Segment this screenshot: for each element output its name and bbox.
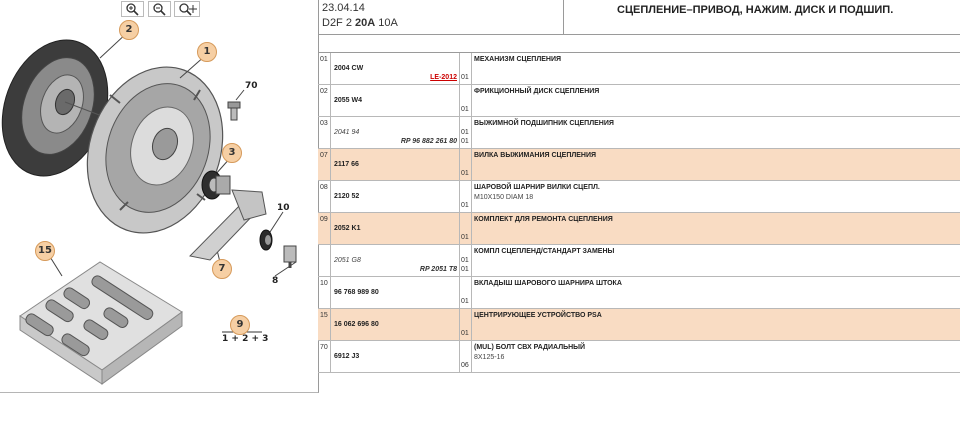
qty-cell [460, 85, 472, 116]
part-number[interactable]: 2055 W4 [334, 97, 363, 104]
callout-1[interactable]: 1 [197, 42, 217, 62]
qty-value: 01 [461, 202, 469, 209]
part-spec-note: 8X125-16 [474, 354, 505, 361]
part-number[interactable]: 2051 G8 [334, 257, 361, 264]
part-number[interactable]: 2041 94 [334, 129, 360, 136]
part-number[interactable]: 2120 52 [334, 193, 360, 200]
ref-cell [318, 117, 331, 148]
part-number-cell [331, 213, 460, 244]
ref-number: 15 [320, 312, 328, 319]
ref-number: 01 [320, 56, 328, 63]
part-spec-note: M10X150 DIAM 18 [474, 194, 534, 201]
qty-value: 01 [461, 74, 469, 81]
header-title-cell [564, 0, 960, 35]
qty-value: 01 [461, 170, 469, 177]
qty-value: 01 [461, 129, 469, 136]
part-description: КОМПЛ СЦЕПЛЕНД/СТАНДАРТ ЗАМЕНЫ [474, 248, 615, 255]
part-number-cell [331, 341, 460, 372]
ref-cell [318, 277, 331, 308]
zoom-in-button[interactable] [121, 1, 144, 17]
ref-number: 08 [320, 184, 328, 191]
header-spacer [318, 35, 960, 53]
kit-formula: 1 + 2 + 3 [222, 334, 269, 344]
qty-value: 01 [461, 330, 469, 337]
zoom-fit-button[interactable] [174, 1, 200, 17]
centering-tool-drawing [20, 262, 182, 384]
parts-table [318, 53, 960, 373]
exploded-diagram-panel[interactable] [0, 0, 319, 393]
ref-number: 70 [320, 344, 328, 351]
part-number-cell [331, 149, 460, 180]
header-code-bold: 20A [355, 17, 376, 29]
part-note-link[interactable]: LE-2012 [430, 74, 457, 81]
callout-2[interactable]: 2 [119, 20, 139, 40]
qty-value: 01 [461, 298, 469, 305]
description-cell [472, 277, 960, 308]
part-description: ФРИКЦИОННЫЙ ДИСК СЦЕПЛЕНИЯ [474, 88, 600, 95]
release-bearing-drawing [202, 171, 230, 199]
description-cell [472, 117, 960, 148]
qty-value: 06 [461, 362, 469, 369]
callout-3[interactable]: 3 [222, 143, 242, 163]
part-number-cell [331, 117, 460, 148]
qty-cell [460, 53, 472, 84]
description-cell [472, 181, 960, 212]
header-code [322, 17, 398, 29]
clutch-exploded-diagram [0, 0, 318, 392]
ref-cell [318, 213, 331, 244]
qty-cell [460, 149, 472, 180]
qty-cell [460, 181, 472, 212]
ref-cell [318, 309, 331, 340]
part-description: МЕХАНИЗМ СЦЕПЛЕНИЯ [474, 56, 562, 63]
part-description: ВЫЖИМНОЙ ПОДШИПНИК СЦЕПЛЕНИЯ [474, 120, 614, 127]
replacement-ref: RP 2051 T8 [419, 266, 457, 273]
bolt-drawing [228, 102, 240, 120]
zoom-in-icon [122, 2, 143, 16]
header-code-suffix: 10A [378, 17, 398, 29]
qty-cell [460, 341, 472, 372]
table-row[interactable] [318, 245, 960, 277]
zoom-out-button[interactable] [148, 1, 171, 17]
part-number-cell [331, 85, 460, 116]
table-row[interactable] [318, 53, 960, 85]
part-description: ЦЕНТРИРУЮЩЕЕ УСТРОЙСТВО PSA [474, 312, 602, 319]
qty-value: 01 [461, 106, 469, 113]
part-number[interactable]: 2052 K1 [334, 225, 361, 232]
ref-cell [318, 149, 331, 180]
qty-cell [460, 309, 472, 340]
header-code-prefix: D2F 2 [322, 17, 352, 29]
label-8[interactable]: 8 [272, 276, 279, 286]
ref-number: 07 [320, 152, 328, 159]
qty-cell [460, 117, 472, 148]
qty-cell [460, 245, 472, 276]
page-title: СЦЕПЛЕНИЕ–ПРИВОД, НАЖИМ. ДИСК И ПОДШИП. [617, 4, 894, 16]
table-row[interactable] [318, 85, 960, 117]
part-number[interactable]: 2004 CW [334, 65, 364, 72]
part-description: КОМПЛЕКТ ДЛЯ РЕМОНТА СЦЕПЛЕНИЯ [474, 216, 613, 223]
qty-value: 01 [461, 234, 469, 241]
zoom-out-icon [149, 2, 170, 16]
description-cell [472, 85, 960, 116]
description-cell [472, 309, 960, 340]
qty-value: 01 [461, 138, 469, 145]
ref-cell [318, 53, 331, 84]
qty-cell [460, 277, 472, 308]
part-description: ШАРОВОЙ ШАРНИР ВИЛКИ СЦЕПЛ. [474, 184, 600, 191]
part-description: ВКЛАДЫШ ШАРОВОГО ШАРНИРА ШТОКА [474, 280, 622, 287]
ball-joint-drawing [260, 230, 296, 268]
description-cell [472, 341, 960, 372]
callout-15[interactable]: 15 [35, 241, 55, 261]
table-row[interactable] [318, 309, 960, 341]
part-description: ВИЛКА ВЫЖИМАНИЯ СЦЕПЛЕНИЯ [474, 152, 597, 159]
description-cell [472, 245, 960, 276]
ref-cell [318, 181, 331, 212]
description-cell [472, 53, 960, 84]
part-number-cell [331, 181, 460, 212]
qty-value: 01 [461, 266, 469, 273]
part-number-cell [331, 309, 460, 340]
table-row[interactable] [318, 341, 960, 373]
ref-cell [318, 245, 331, 276]
label-10[interactable]: 10 [277, 203, 290, 213]
callout-9[interactable]: 9 [230, 315, 250, 335]
ref-number: 03 [320, 120, 328, 127]
table-row[interactable] [318, 181, 960, 213]
part-description: (MUL) БОЛТ СВХ РАДИАЛЬНЫЙ [474, 344, 586, 351]
description-cell [472, 149, 960, 180]
ref-number: 10 [320, 280, 328, 287]
zoom-fit-icon [175, 2, 199, 16]
header-vehicle-info [318, 0, 564, 35]
table-row[interactable] [318, 117, 960, 149]
header-date: 23.04.14 [322, 2, 365, 14]
qty-value: 01 [461, 257, 469, 264]
replacement-ref: RP 96 882 261 80 [400, 138, 457, 145]
part-number[interactable]: 16 062 696 80 [334, 321, 379, 328]
part-number[interactable]: 2117 66 [334, 161, 359, 168]
callout-7[interactable]: 7 [212, 259, 232, 279]
ref-cell [318, 85, 331, 116]
description-cell [472, 213, 960, 244]
table-row[interactable] [318, 149, 960, 181]
table-row[interactable] [318, 277, 960, 309]
label-70[interactable]: 70 [245, 81, 258, 91]
part-number[interactable]: 6912 J3 [334, 353, 360, 360]
table-row[interactable] [318, 213, 960, 245]
qty-cell [460, 213, 472, 244]
ref-cell [318, 341, 331, 372]
part-number-cell [331, 53, 460, 84]
part-number-cell [331, 245, 460, 276]
ref-number: 09 [320, 216, 328, 223]
part-number-cell [331, 277, 460, 308]
part-number[interactable]: 96 768 989 80 [334, 289, 379, 296]
ref-number: 02 [320, 88, 328, 95]
